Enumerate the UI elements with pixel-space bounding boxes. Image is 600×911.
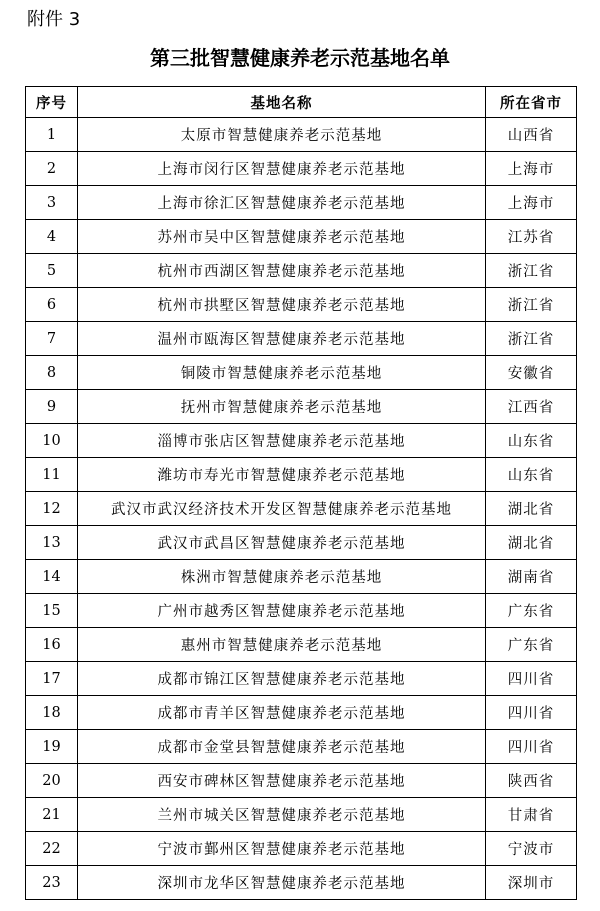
row-name-cell: 铜陵市智慧健康养老示范基地 xyxy=(78,356,486,390)
row-province-cell: 甘肃省 xyxy=(486,798,577,832)
row-name-cell: 兰州市城关区智慧健康养老示范基地 xyxy=(78,798,486,832)
row-name-cell: 成都市锦江区智慧健康养老示范基地 xyxy=(78,662,486,696)
row-name-cell: 太原市智慧健康养老示范基地 xyxy=(78,118,486,152)
row-province-cell: 深圳市 xyxy=(486,866,577,900)
table-row xyxy=(26,492,577,526)
row-name-cell: 杭州市拱墅区智慧健康养老示范基地 xyxy=(78,288,486,322)
row-index-cell: 2 xyxy=(26,152,78,186)
row-index-cell: 23 xyxy=(26,866,78,900)
table-row xyxy=(26,152,577,186)
row-name-cell: 深圳市龙华区智慧健康养老示范基地 xyxy=(78,866,486,900)
row-province-cell: 上海市 xyxy=(486,186,577,220)
row-index-cell: 5 xyxy=(26,254,78,288)
row-name-cell: 上海市徐汇区智慧健康养老示范基地 xyxy=(78,186,486,220)
row-province-cell: 安徽省 xyxy=(486,356,577,390)
table-row xyxy=(26,322,577,356)
table-row xyxy=(26,866,577,900)
row-index-cell: 7 xyxy=(26,322,78,356)
row-index-cell: 10 xyxy=(26,424,78,458)
row-index-cell: 4 xyxy=(26,220,78,254)
row-name-cell: 抚州市智慧健康养老示范基地 xyxy=(78,390,486,424)
row-province-cell: 四川省 xyxy=(486,662,577,696)
row-province-cell: 浙江省 xyxy=(486,322,577,356)
row-province-cell: 陕西省 xyxy=(486,764,577,798)
row-name-cell: 惠州市智慧健康养老示范基地 xyxy=(78,628,486,662)
table-header-row xyxy=(26,87,577,118)
table-row xyxy=(26,458,577,492)
row-name-cell: 淄博市张店区智慧健康养老示范基地 xyxy=(78,424,486,458)
page-title: 第三批智慧健康养老示范基地名单 xyxy=(150,46,450,70)
row-index-cell: 6 xyxy=(26,288,78,322)
row-province-cell: 山西省 xyxy=(486,118,577,152)
row-province-cell: 浙江省 xyxy=(486,254,577,288)
row-index-cell: 17 xyxy=(26,662,78,696)
row-index-cell: 22 xyxy=(26,832,78,866)
row-province-cell: 四川省 xyxy=(486,696,577,730)
row-province-cell: 广东省 xyxy=(486,594,577,628)
row-name-cell: 武汉市武汉经济技术开发区智慧健康养老示范基地 xyxy=(78,492,486,526)
demonstration-base-table xyxy=(25,86,577,900)
annex-label: 附件 3 xyxy=(27,9,81,30)
row-name-cell: 成都市金堂县智慧健康养老示范基地 xyxy=(78,730,486,764)
row-province-cell: 宁波市 xyxy=(486,832,577,866)
table-body xyxy=(26,118,577,900)
table-row xyxy=(26,118,577,152)
row-index-cell: 1 xyxy=(26,118,78,152)
row-index-cell: 15 xyxy=(26,594,78,628)
row-name-cell: 广州市越秀区智慧健康养老示范基地 xyxy=(78,594,486,628)
row-index-cell: 20 xyxy=(26,764,78,798)
row-name-cell: 成都市青羊区智慧健康养老示范基地 xyxy=(78,696,486,730)
row-province-cell: 山东省 xyxy=(486,458,577,492)
table-row xyxy=(26,662,577,696)
table-row xyxy=(26,220,577,254)
row-province-cell: 浙江省 xyxy=(486,288,577,322)
table-row xyxy=(26,832,577,866)
row-index-cell: 16 xyxy=(26,628,78,662)
row-index-cell: 21 xyxy=(26,798,78,832)
row-name-cell: 株洲市智慧健康养老示范基地 xyxy=(78,560,486,594)
row-name-cell: 潍坊市寿光市智慧健康养老示范基地 xyxy=(78,458,486,492)
table-row xyxy=(26,356,577,390)
row-index-cell: 13 xyxy=(26,526,78,560)
row-index-cell: 14 xyxy=(26,560,78,594)
row-index-cell: 18 xyxy=(26,696,78,730)
row-name-cell: 武汉市武昌区智慧健康养老示范基地 xyxy=(78,526,486,560)
table-row xyxy=(26,390,577,424)
row-index-cell: 3 xyxy=(26,186,78,220)
row-index-cell: 8 xyxy=(26,356,78,390)
row-province-cell: 湖北省 xyxy=(486,492,577,526)
header-province: 所在省市 xyxy=(486,87,577,118)
row-province-cell: 江苏省 xyxy=(486,220,577,254)
table-row xyxy=(26,288,577,322)
table-row xyxy=(26,526,577,560)
row-province-cell: 江西省 xyxy=(486,390,577,424)
row-name-cell: 苏州市吴中区智慧健康养老示范基地 xyxy=(78,220,486,254)
row-name-cell: 杭州市西湖区智慧健康养老示范基地 xyxy=(78,254,486,288)
row-province-cell: 广东省 xyxy=(486,628,577,662)
row-province-cell: 湖南省 xyxy=(486,560,577,594)
row-province-cell: 山东省 xyxy=(486,424,577,458)
table-row xyxy=(26,628,577,662)
row-index-cell: 9 xyxy=(26,390,78,424)
row-province-cell: 湖北省 xyxy=(486,526,577,560)
row-index-cell: 11 xyxy=(26,458,78,492)
table-row xyxy=(26,730,577,764)
table-row xyxy=(26,186,577,220)
table-row xyxy=(26,764,577,798)
row-name-cell: 宁波市鄞州区智慧健康养老示范基地 xyxy=(78,832,486,866)
row-name-cell: 西安市碑林区智慧健康养老示范基地 xyxy=(78,764,486,798)
table-row xyxy=(26,594,577,628)
header-index: 序号 xyxy=(26,87,78,118)
row-name-cell: 上海市闵行区智慧健康养老示范基地 xyxy=(78,152,486,186)
row-index-cell: 12 xyxy=(26,492,78,526)
row-index-cell: 19 xyxy=(26,730,78,764)
row-province-cell: 四川省 xyxy=(486,730,577,764)
table-row xyxy=(26,696,577,730)
table-row xyxy=(26,560,577,594)
table-row xyxy=(26,254,577,288)
row-province-cell: 上海市 xyxy=(486,152,577,186)
header-name: 基地名称 xyxy=(78,87,486,118)
table-row xyxy=(26,424,577,458)
row-name-cell: 温州市瓯海区智慧健康养老示范基地 xyxy=(78,322,486,356)
table-row xyxy=(26,798,577,832)
